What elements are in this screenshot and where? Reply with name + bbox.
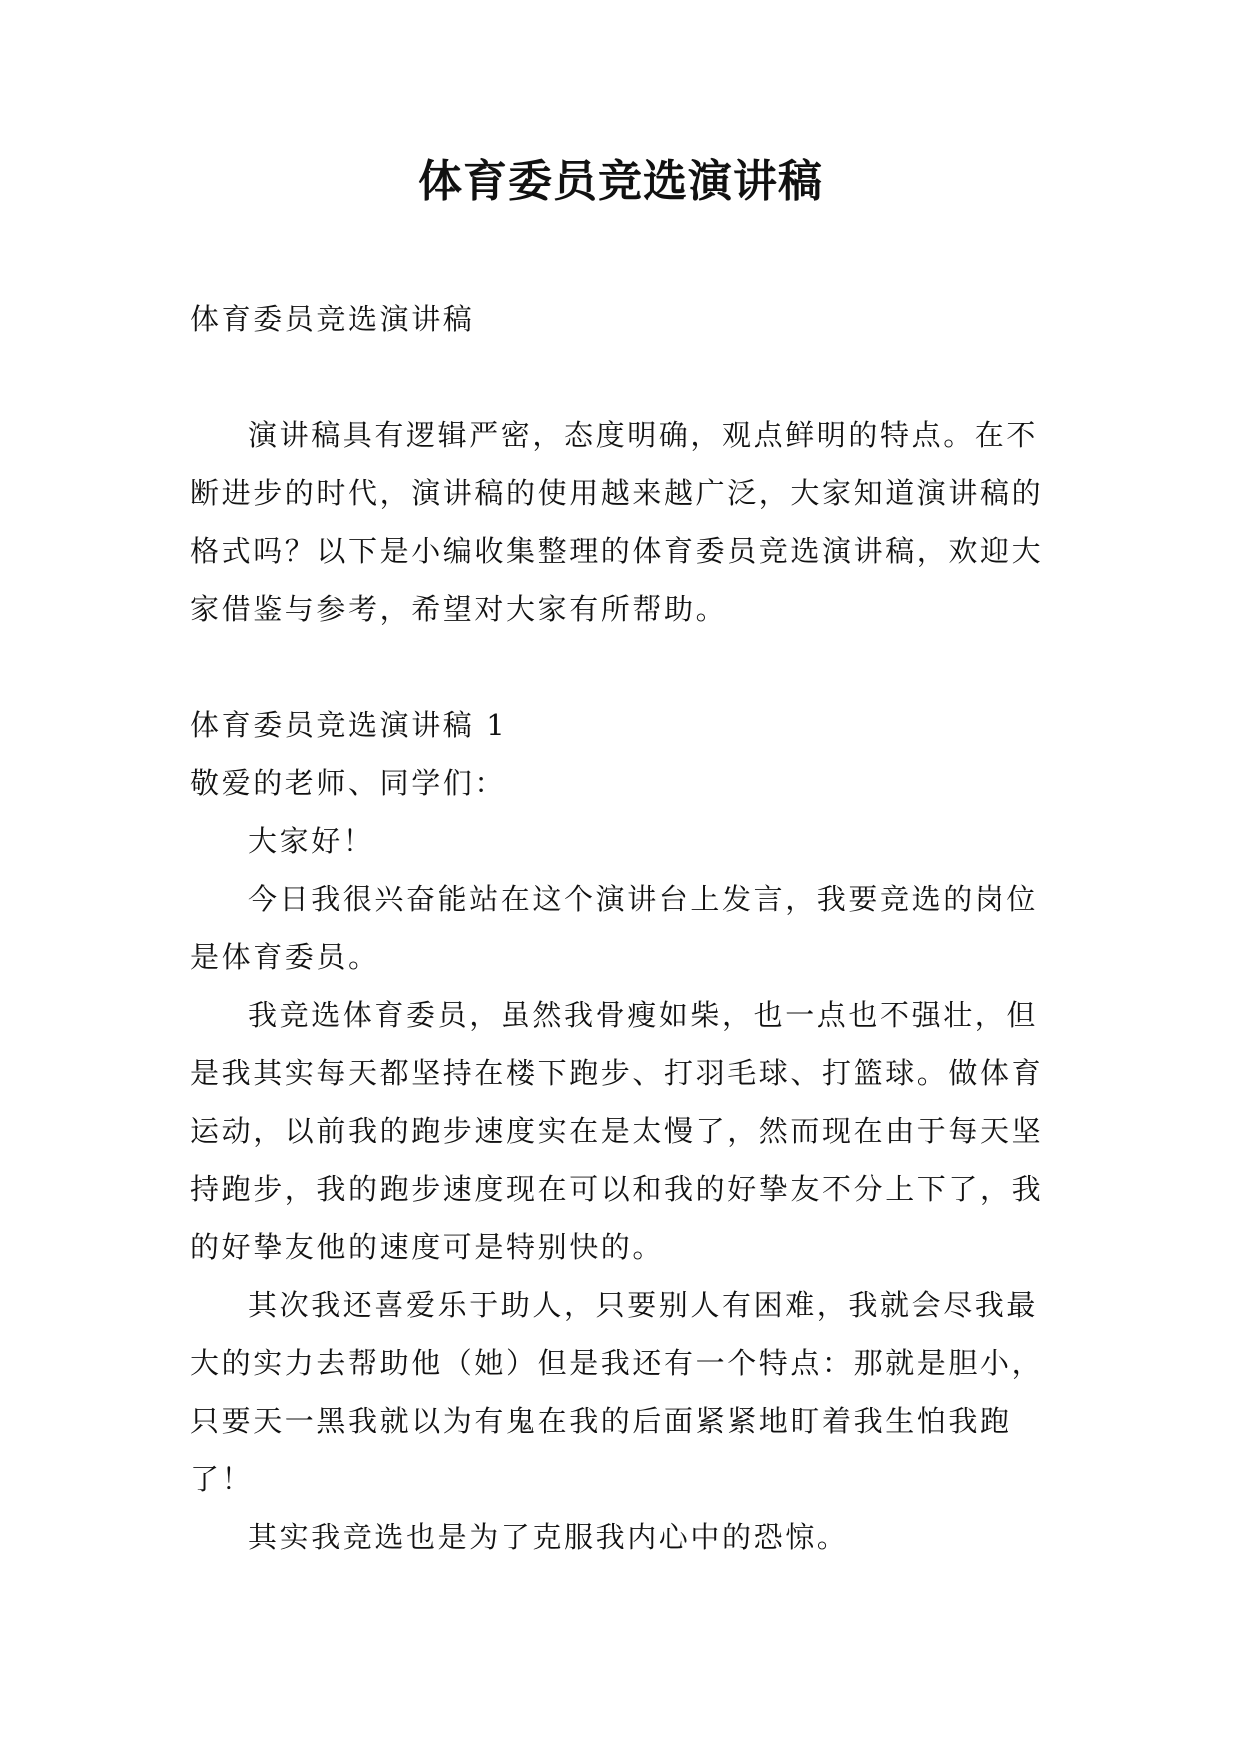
document-subtitle: 体育委员竞选演讲稿 — [190, 302, 475, 336]
body-paragraph: 我竞选体育委员，虽然我骨瘦如柴，也一点也不强壮，但是我其实每天都坚持在楼下跑步、打羽毛球、打篮球。做体育运动，以前我的跑步速度实在是太慢了，然而现在由于每天坚持跑步，我的跑步速度现在可以和我的好挚友不分上下了，我的好挚友他的速度可是特别快的。 — [190, 998, 1044, 1264]
section-heading: 体育委员竞选演讲稿 1 — [190, 708, 508, 742]
intro-paragraph: 演讲稿具有逻辑严密，态度明确，观点鲜明的特点。在不断进步的时代，演讲稿的使用越来越广泛，大家知道演讲稿的格式吗？以下是小编收集整理的体育委员竞选演讲稿，欢迎大家借鉴与参考，希望对大家有所帮助。 — [190, 418, 1044, 626]
greeting: 大家好！ — [248, 824, 375, 858]
body-paragraph: 今日我很兴奋能站在这个演讲台上发言，我要竞选的岗位是体育委员。 — [190, 882, 1039, 974]
page-title: 体育委员竞选演讲稿 — [418, 156, 823, 207]
document-body — [190, 290, 1050, 1566]
body-paragraph: 其实我竞选也是为了克服我内心中的恐惊。 — [248, 1520, 849, 1554]
salutation: 敬爱的老师、同学们： — [190, 766, 507, 800]
body-paragraph: 其次我还喜爱乐于助人，只要别人有困难，我就会尽我最大的实力去帮助他（她）但是我还有一个特点：那就是胆小，只要天一黑我就以为有鬼在我的后面紧紧地盯着我生怕我跑了！ — [190, 1288, 1044, 1496]
